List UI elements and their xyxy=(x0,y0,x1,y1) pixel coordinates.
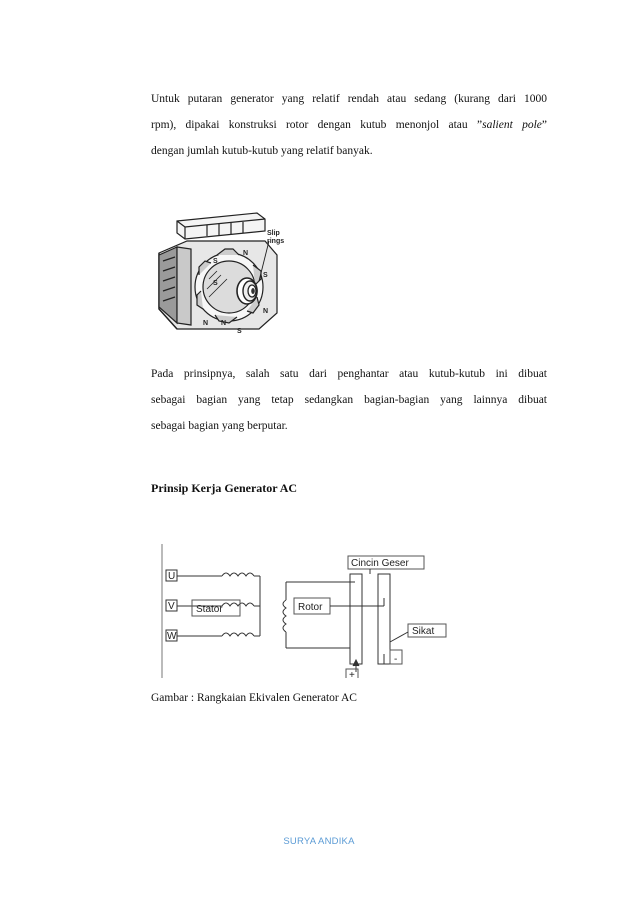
text-run: ” xyxy=(541,119,547,131)
paragraph-line: dengan jumlah kutub-kutub yang relatif banyak. xyxy=(151,145,373,157)
page-footer: SURYA ANDIKA xyxy=(283,836,355,847)
pole-label: N xyxy=(243,250,249,257)
paragraph-line: Untuk putaran generator yang relatif rendah atau sedang (kurang dari 1000 xyxy=(151,93,547,105)
minus-label: - xyxy=(394,654,398,665)
stator-label: Stator xyxy=(196,604,223,615)
pole-label: S xyxy=(263,272,268,279)
paragraph-line: Pada prinsipnya, salah satu dari penghantar atau kutub-kutub ini dibuat xyxy=(151,368,547,380)
paragraph-salient-pole xyxy=(151,86,547,164)
cincin-geser-label: Cincin Geser xyxy=(351,558,409,569)
rotor-label: Rotor xyxy=(298,602,323,613)
paragraph-line xyxy=(151,112,547,138)
slip-rings-label: Slip xyxy=(267,230,280,237)
paragraph-principle xyxy=(151,361,547,439)
phase-v-label: V xyxy=(168,601,175,612)
pole-label: N xyxy=(221,320,227,327)
pole-label: S xyxy=(213,280,218,287)
plus-label: + xyxy=(349,670,355,678)
paragraph-line: sebagai bagian yang tetap sedangkan bagian-bagian yang lainnya dibuat xyxy=(151,394,547,406)
paragraph-line: sebagai bagian yang berputar. xyxy=(151,420,288,432)
phase-w-label: W xyxy=(167,631,177,642)
pole-label: S xyxy=(213,258,218,265)
figure-caption: Gambar : Rangkaian Ekivalen Generator AC xyxy=(151,692,357,704)
salient-pole-rotor-figure xyxy=(147,205,287,345)
sikat-label: Sikat xyxy=(412,626,435,637)
section-heading: Prinsip Kerja Generator AC xyxy=(151,481,298,495)
italic-term: salient pole xyxy=(482,119,542,131)
slip-rings-label: rings xyxy=(267,238,285,245)
pole-label: S xyxy=(237,328,242,335)
text-run: rpm), dipakai konstruksi rotor dengan kutub menonjol atau ” xyxy=(151,119,483,131)
pole-label: N xyxy=(263,308,269,315)
pole-label: N xyxy=(203,320,209,327)
equivalent-circuit-figure xyxy=(150,538,450,678)
phase-u-label: U xyxy=(168,571,176,582)
